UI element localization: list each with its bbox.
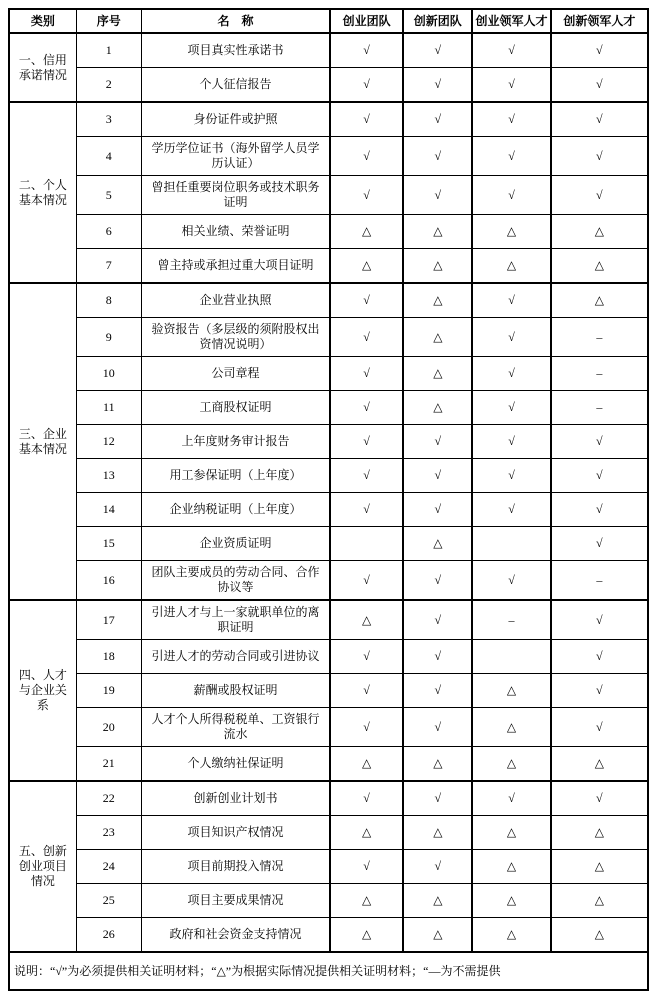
mark-cell: √ <box>330 283 403 318</box>
mark-cell: – <box>551 318 648 357</box>
mark-cell: √ <box>551 176 648 215</box>
mark-cell: √ <box>403 493 472 527</box>
material-name-cell: 相关业绩、荣誉证明 <box>141 215 330 249</box>
serial-number-cell: 7 <box>76 249 141 284</box>
category-cell: 五、创新创业项目情况 <box>9 781 76 952</box>
serial-number-cell: 18 <box>76 640 141 674</box>
material-name-cell: 个人缴纳社保证明 <box>141 747 330 782</box>
materials-requirement-table <box>8 8 649 991</box>
mark-cell: √ <box>403 561 472 601</box>
mark-cell: √ <box>472 33 550 68</box>
mark-cell: √ <box>551 493 648 527</box>
mark-cell <box>472 640 550 674</box>
table-row <box>9 283 648 318</box>
material-name-cell: 引进人才的劳动合同或引进协议 <box>141 640 330 674</box>
mark-cell: △ <box>330 215 403 249</box>
mark-cell: △ <box>330 918 403 953</box>
mark-cell: √ <box>472 102 550 137</box>
header-startup-leading-talent: 创业领军人才 <box>472 9 550 33</box>
mark-cell: △ <box>472 747 550 782</box>
mark-cell: – <box>551 391 648 425</box>
mark-cell: △ <box>551 884 648 918</box>
table-header <box>9 9 648 33</box>
table-row <box>9 918 648 953</box>
table-row <box>9 884 648 918</box>
table-row <box>9 176 648 215</box>
mark-cell: √ <box>403 68 472 103</box>
table-row <box>9 249 648 284</box>
mark-cell: √ <box>551 68 648 103</box>
mark-cell: √ <box>330 68 403 103</box>
mark-cell: △ <box>403 747 472 782</box>
mark-cell: √ <box>403 640 472 674</box>
mark-cell: √ <box>330 33 403 68</box>
material-name-cell: 薪酬或股权证明 <box>141 674 330 708</box>
mark-cell: √ <box>551 102 648 137</box>
mark-cell: √ <box>403 600 472 640</box>
material-name-cell: 企业纳税证明（上年度） <box>141 493 330 527</box>
material-name-cell: 项目真实性承诺书 <box>141 33 330 68</box>
serial-number-cell: 26 <box>76 918 141 953</box>
material-name-cell: 人才个人所得税税单、工资银行流水 <box>141 708 330 747</box>
legend-row <box>9 952 648 990</box>
material-name-cell: 团队主要成员的劳动合同、合作协议等 <box>141 561 330 601</box>
table-row <box>9 68 648 103</box>
mark-cell: √ <box>472 459 550 493</box>
mark-cell: √ <box>330 357 403 391</box>
serial-number-cell: 25 <box>76 884 141 918</box>
serial-number-cell: 2 <box>76 68 141 103</box>
mark-cell: √ <box>330 459 403 493</box>
mark-cell: √ <box>403 674 472 708</box>
mark-cell: – <box>551 357 648 391</box>
mark-cell: √ <box>472 318 550 357</box>
category-cell: 三、企业基本情况 <box>9 283 76 600</box>
table-row <box>9 600 648 640</box>
serial-number-cell: 12 <box>76 425 141 459</box>
serial-number-cell: 10 <box>76 357 141 391</box>
mark-cell: √ <box>472 391 550 425</box>
mark-cell: √ <box>551 425 648 459</box>
mark-cell: △ <box>551 283 648 318</box>
mark-cell: √ <box>330 176 403 215</box>
mark-cell: √ <box>330 391 403 425</box>
serial-number-cell: 16 <box>76 561 141 601</box>
material-name-cell: 学历学位证书（海外留学人员学历认证） <box>141 137 330 176</box>
category-cell: 二、个人基本情况 <box>9 102 76 283</box>
table-body <box>9 33 648 952</box>
serial-number-cell: 21 <box>76 747 141 782</box>
mark-cell: – <box>472 600 550 640</box>
mark-cell: △ <box>403 215 472 249</box>
serial-number-cell: 20 <box>76 708 141 747</box>
mark-cell: △ <box>330 747 403 782</box>
mark-cell: √ <box>403 708 472 747</box>
serial-number-cell: 13 <box>76 459 141 493</box>
mark-cell: √ <box>330 318 403 357</box>
mark-cell: √ <box>551 600 648 640</box>
material-name-cell: 上年度财务审计报告 <box>141 425 330 459</box>
material-name-cell: 个人征信报告 <box>141 68 330 103</box>
category-cell: 一、信用承诺情况 <box>9 33 76 102</box>
mark-cell: √ <box>330 781 403 816</box>
table-footer <box>9 952 648 990</box>
mark-cell: √ <box>551 459 648 493</box>
mark-cell: √ <box>403 425 472 459</box>
table-row <box>9 102 648 137</box>
mark-cell: √ <box>551 640 648 674</box>
mark-cell: △ <box>551 249 648 284</box>
mark-cell: √ <box>472 561 550 601</box>
table-row <box>9 674 648 708</box>
table-row <box>9 816 648 850</box>
table-row <box>9 493 648 527</box>
mark-cell: √ <box>551 137 648 176</box>
material-name-cell: 公司章程 <box>141 357 330 391</box>
category-cell: 四、人才与企业关系 <box>9 600 76 781</box>
serial-number-cell: 11 <box>76 391 141 425</box>
mark-cell: △ <box>472 674 550 708</box>
table-row <box>9 357 648 391</box>
header-material-name: 名 称 <box>141 9 330 33</box>
table-row <box>9 459 648 493</box>
mark-cell: √ <box>330 493 403 527</box>
mark-cell: √ <box>551 527 648 561</box>
material-name-cell: 曾担任重要岗位职务或技术职务证明 <box>141 176 330 215</box>
mark-cell: √ <box>330 425 403 459</box>
mark-cell: √ <box>551 708 648 747</box>
table-row <box>9 318 648 357</box>
table-row <box>9 561 648 601</box>
mark-cell: △ <box>403 249 472 284</box>
material-name-cell: 项目前期投入情况 <box>141 850 330 884</box>
mark-cell: △ <box>403 527 472 561</box>
serial-number-cell: 4 <box>76 137 141 176</box>
mark-cell: △ <box>472 816 550 850</box>
mark-cell: √ <box>330 102 403 137</box>
header-serial-number: 序号 <box>76 9 141 33</box>
material-name-cell: 项目知识产权情况 <box>141 816 330 850</box>
material-name-cell: 工商股权证明 <box>141 391 330 425</box>
serial-number-cell: 23 <box>76 816 141 850</box>
serial-number-cell: 8 <box>76 283 141 318</box>
mark-cell: √ <box>403 102 472 137</box>
mark-cell: △ <box>403 918 472 953</box>
mark-cell: √ <box>551 674 648 708</box>
material-name-cell: 引进人才与上一家就职单位的离职证明 <box>141 600 330 640</box>
mark-cell: √ <box>403 176 472 215</box>
material-name-cell: 曾主持或承担过重大项目证明 <box>141 249 330 284</box>
mark-cell: △ <box>403 283 472 318</box>
mark-cell: △ <box>403 816 472 850</box>
mark-cell: √ <box>472 493 550 527</box>
mark-cell: – <box>551 561 648 601</box>
mark-cell: △ <box>330 816 403 850</box>
material-name-cell: 政府和社会资金支持情况 <box>141 918 330 953</box>
header-row <box>9 9 648 33</box>
table-row <box>9 137 648 176</box>
mark-cell: △ <box>551 215 648 249</box>
mark-cell: √ <box>403 850 472 884</box>
mark-cell: √ <box>330 137 403 176</box>
material-name-cell: 企业营业执照 <box>141 283 330 318</box>
mark-cell: √ <box>472 283 550 318</box>
mark-cell: √ <box>472 357 550 391</box>
table-row <box>9 33 648 68</box>
mark-cell: △ <box>551 850 648 884</box>
serial-number-cell: 24 <box>76 850 141 884</box>
mark-cell: △ <box>403 357 472 391</box>
mark-cell: √ <box>403 137 472 176</box>
mark-cell: √ <box>472 425 550 459</box>
table-row <box>9 640 648 674</box>
mark-cell: △ <box>472 918 550 953</box>
mark-cell: √ <box>472 781 550 816</box>
material-name-cell: 用工参保证明（上年度） <box>141 459 330 493</box>
serial-number-cell: 1 <box>76 33 141 68</box>
mark-cell: √ <box>330 674 403 708</box>
mark-cell: △ <box>330 600 403 640</box>
mark-cell: △ <box>472 249 550 284</box>
mark-cell: △ <box>472 215 550 249</box>
serial-number-cell: 22 <box>76 781 141 816</box>
mark-cell: √ <box>330 850 403 884</box>
mark-cell: △ <box>472 708 550 747</box>
mark-cell: △ <box>551 816 648 850</box>
material-name-cell: 创新创业计划书 <box>141 781 330 816</box>
table-row <box>9 850 648 884</box>
serial-number-cell: 3 <box>76 102 141 137</box>
material-name-cell: 项目主要成果情况 <box>141 884 330 918</box>
mark-cell: △ <box>403 391 472 425</box>
mark-cell: √ <box>330 708 403 747</box>
serial-number-cell: 6 <box>76 215 141 249</box>
table-row <box>9 425 648 459</box>
mark-cell: √ <box>403 33 472 68</box>
mark-cell: △ <box>403 318 472 357</box>
table-row <box>9 747 648 782</box>
mark-cell: √ <box>330 640 403 674</box>
mark-cell: √ <box>472 68 550 103</box>
serial-number-cell: 19 <box>76 674 141 708</box>
mark-cell <box>472 527 550 561</box>
table-row <box>9 708 648 747</box>
mark-cell: △ <box>330 249 403 284</box>
serial-number-cell: 17 <box>76 600 141 640</box>
serial-number-cell: 14 <box>76 493 141 527</box>
mark-cell: √ <box>472 137 550 176</box>
mark-cell: √ <box>330 561 403 601</box>
material-name-cell: 验资报告（多层级的须附股权出资情况说明） <box>141 318 330 357</box>
header-innovation-leading-talent: 创新领军人才 <box>551 9 648 33</box>
header-innovation-team: 创新团队 <box>403 9 472 33</box>
table-row <box>9 527 648 561</box>
mark-cell: △ <box>330 884 403 918</box>
mark-cell: △ <box>551 747 648 782</box>
material-name-cell: 身份证件或护照 <box>141 102 330 137</box>
material-name-cell: 企业资质证明 <box>141 527 330 561</box>
mark-cell: √ <box>472 176 550 215</box>
serial-number-cell: 9 <box>76 318 141 357</box>
table-row <box>9 391 648 425</box>
mark-cell: △ <box>551 918 648 953</box>
serial-number-cell: 5 <box>76 176 141 215</box>
mark-cell: √ <box>551 781 648 816</box>
table-row <box>9 215 648 249</box>
mark-cell: √ <box>403 459 472 493</box>
mark-cell: △ <box>403 884 472 918</box>
header-category: 类别 <box>9 9 76 33</box>
header-startup-team: 创业团队 <box>330 9 403 33</box>
mark-cell: △ <box>472 850 550 884</box>
serial-number-cell: 15 <box>76 527 141 561</box>
mark-cell: √ <box>403 781 472 816</box>
mark-cell: √ <box>551 33 648 68</box>
legend-note: 说明：“√”为必须提供相关证明材料；“△”为根据实际情况提供相关证明材料；“—为不需提供 <box>9 952 648 990</box>
mark-cell <box>330 527 403 561</box>
table-row <box>9 781 648 816</box>
mark-cell: △ <box>472 884 550 918</box>
